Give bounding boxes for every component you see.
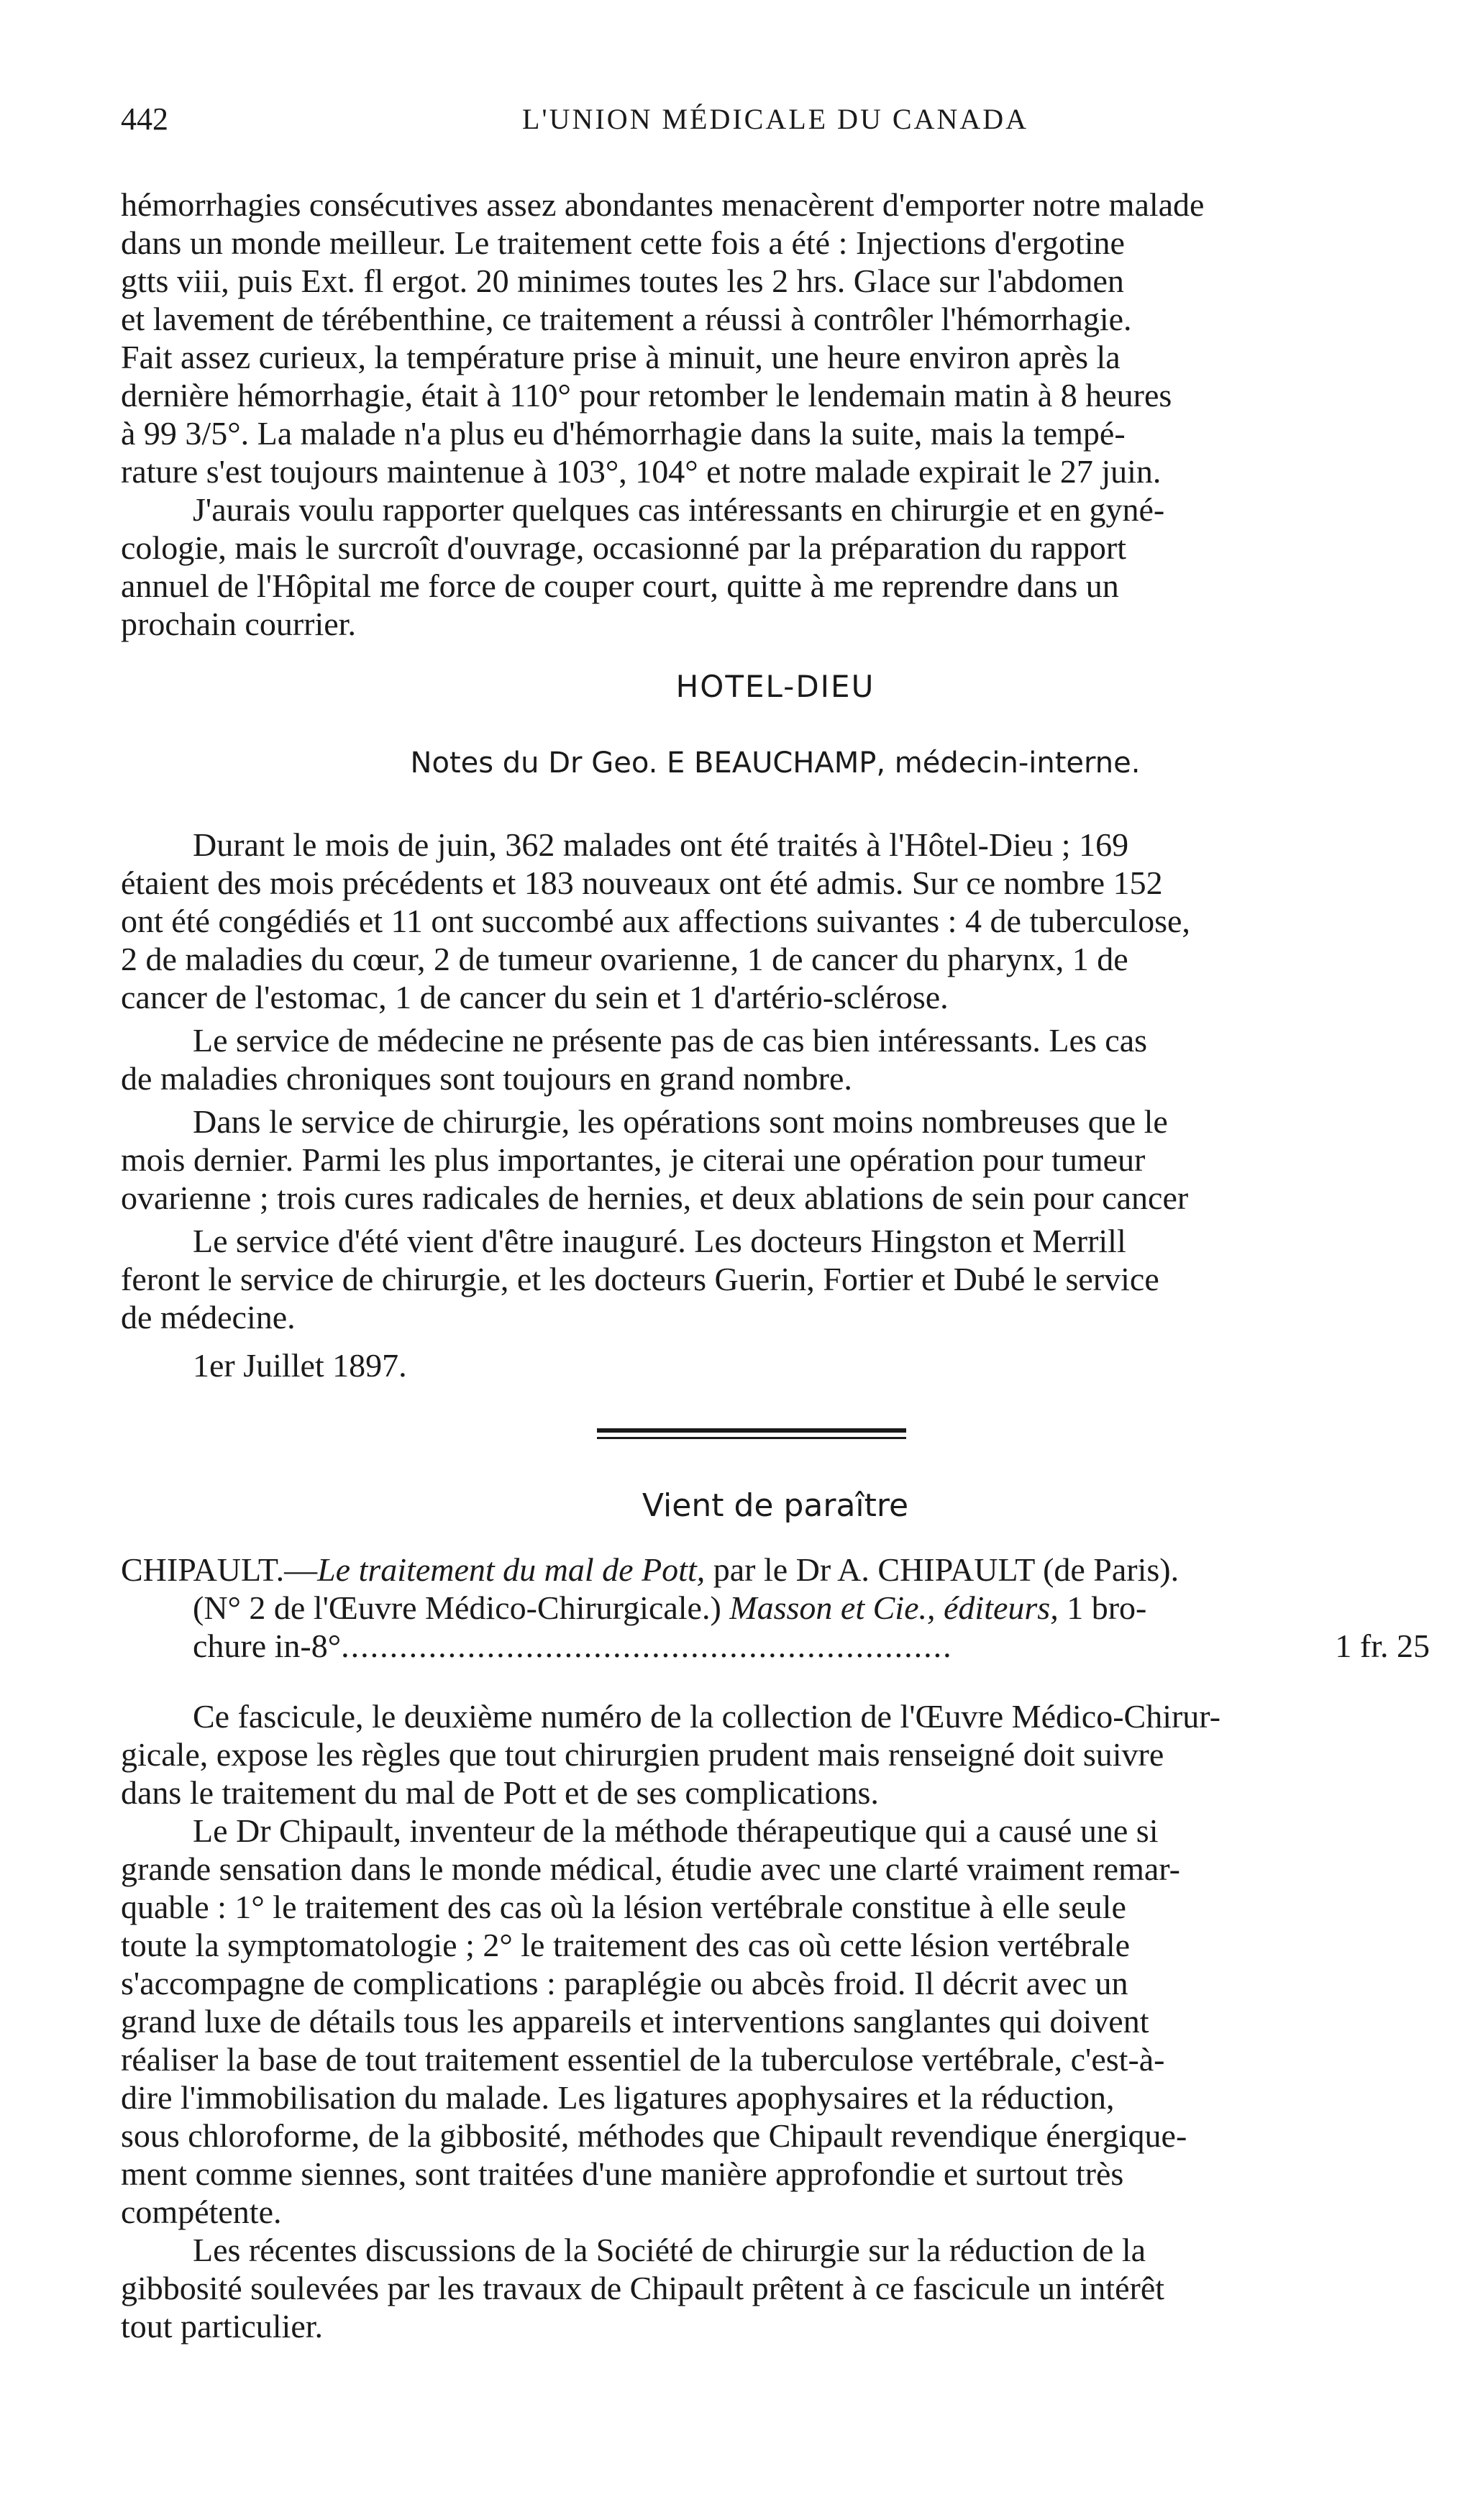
section-title: HOTEL-DIEU [675, 669, 875, 704]
entry-format-cont: chure in-8° [193, 1628, 342, 1664]
text-line: gicale, expose les règles que tout chirurgien prudent mais renseigné doit suivre [121, 1736, 1164, 1773]
text-line: mois dernier. Parmi les plus importantes, je citerai une opération pour tumeur [121, 1141, 1146, 1178]
date-line: 1er Juillet 1897. [193, 1347, 407, 1384]
text-line: étaient des mois précédents et 183 nouveaux ont été admis. Sur ce nombre 152 [121, 864, 1163, 901]
section-divider-thin [597, 1437, 906, 1439]
text-line: quable : 1° le traitement des cas où la lésion vertébrale constitue à elle seule [121, 1889, 1126, 1925]
entry-publisher: Masson et Cie., éditeurs, [729, 1589, 1059, 1626]
section-divider [597, 1428, 906, 1433]
page-number: 442 [121, 101, 168, 137]
text-line: 2 de maladies du cœur, 2 de tumeur ovarienne, 1 de cancer du pharynx, 1 de [121, 941, 1128, 977]
text-line: Durant le mois de juin, 362 malades ont été traités à l'Hôtel-Dieu ; 169 [193, 826, 1129, 863]
text-line: sous chloroforme, de la gibbosité, méthodes que Chipault revendique énergique- [121, 2117, 1187, 2154]
text-line: ovarienne ; trois cures radicales de hernies, et deux ablations de sein pour cancer [121, 1179, 1189, 1216]
entry-line [121, 1589, 1430, 1626]
entry-line [121, 1551, 1430, 1588]
entry-format: 1 bro- [1058, 1589, 1147, 1626]
entry-line [121, 1627, 1430, 1664]
text-line: Le service d'été vient d'être inauguré. Les docteurs Hingston et Merrill [193, 1223, 1126, 1259]
entry-series: (N° 2 de l'Œuvre Médico-Chirurgicale.) [193, 1589, 730, 1626]
entry-price: 1 fr. 25 [1335, 1628, 1430, 1664]
text-line: Le Dr Chipault, inventeur de la méthode thérapeutique qui a causé une si [193, 1812, 1159, 1849]
section-title: Vient de paraître [642, 1487, 909, 1524]
text-line: toute la symptomatologie ; 2° le traitement des cas où cette lésion vertébrale [121, 1927, 1131, 1963]
text-line: Les récentes discussions de la Société de chirurgie sur la réduction de la [193, 2232, 1146, 2268]
text-line: prochain courrier. [121, 606, 356, 642]
text-line: rature s'est toujours maintenue à 103°, 104° et notre malade expirait le 27 juin. [121, 453, 1162, 490]
text-line: feront le service de chirurgie, et les docteurs Guerin, Fortier et Dubé le service [121, 1261, 1159, 1297]
text-line: Dans le service de chirurgie, les opérations sont moins nombreuses que le [193, 1103, 1168, 1140]
entry-leader-dots: ............................................................... [341, 1628, 953, 1664]
entry-by: par le Dr A. CHIPAULT (de Paris). [705, 1551, 1179, 1588]
text-line: ment comme siennes, sont traitées d'une manière approfondie et surtout très [121, 2155, 1124, 2192]
text-line: grand luxe de détails tous les appareils et interventions sanglantes qui doivent [121, 2003, 1149, 2040]
page-header [121, 101, 1430, 144]
text-line: Fait assez curieux, la température prise à minuit, une heure environ après la [121, 339, 1121, 375]
running-head: L'UNION MÉDICALE DU CANADA [521, 103, 1029, 135]
text-line: réaliser la base de tout traitement essentiel de la tuberculose vertébrale, c'est-à- [121, 2041, 1165, 2078]
text-line: de médecine. [121, 1299, 296, 1336]
entry-title: Le traitement du mal de Pott, [317, 1551, 706, 1588]
text-line: cancer de l'estomac, 1 de cancer du sein et 1 d'artério-sclérose. [121, 979, 949, 1015]
text-line: compétente. [121, 2193, 282, 2230]
text-line: gibbosité soulevées par les travaux de Chipault prêtent à ce fascicule un intérêt [121, 2270, 1165, 2306]
text-line: annuel de l'Hôpital me force de couper court, quitte à me reprendre dans un [121, 567, 1119, 604]
text-line: dans le traitement du mal de Pott et de ses complications. [121, 1774, 879, 1811]
text-line: cologie, mais le surcroît d'ouvrage, occasionné par la préparation du rapport [121, 529, 1126, 566]
text-line: et lavement de térébenthine, ce traitement a réussi à contrôler l'hémorrhagie. [121, 301, 1132, 337]
text-line: dernière hémorrhagie, était à 110° pour retomber le lendemain matin à 8 heures [121, 377, 1172, 414]
text-line: Le service de médecine ne présente pas de cas bien intéressants. Les cas [193, 1022, 1148, 1059]
text-line: dire l'immobilisation du malade. Les ligatures apophysaires et la réduction, [121, 2079, 1115, 2116]
text-line: dans un monde meilleur. Le traitement cette fois a été : Injections d'ergotine [121, 224, 1125, 261]
entry-author: CHIPAULT.— [121, 1551, 318, 1588]
section-subtitle: Notes du Dr Geo. E BEAUCHAMP, médecin-interne. [410, 747, 1141, 780]
text-line: à 99 3/5°. La malade n'a plus eu d'hémorrhagie dans la suite, mais la tempé- [121, 415, 1126, 452]
text-line: grande sensation dans le monde médical, étudie avec une clarté vraiment remar- [121, 1850, 1180, 1887]
text-line: ont été congédiés et 11 ont succombé aux affections suivantes : 4 de tuberculose, [121, 903, 1190, 939]
text-line: Ce fascicule, le deuxième numéro de la collection de l'Œuvre Médico-Chirur- [193, 1698, 1221, 1735]
text-line: tout particulier. [121, 2308, 324, 2345]
text-line: s'accompagne de complications : paraplégie ou abcès froid. Il décrit avec un [121, 1965, 1128, 2001]
text-line: de maladies chroniques sont toujours en grand nombre. [121, 1060, 852, 1097]
text-line: hémorrhagies consécutives assez abondantes menacèrent d'emporter notre malade [121, 186, 1205, 223]
text-line: J'aurais voulu rapporter quelques cas intéressants en chirurgie et en gyné- [193, 491, 1165, 528]
text-line: gtts viii, puis Ext. fl ergot. 20 minimes toutes les 2 hrs. Glace sur l'abdomen [121, 262, 1124, 299]
